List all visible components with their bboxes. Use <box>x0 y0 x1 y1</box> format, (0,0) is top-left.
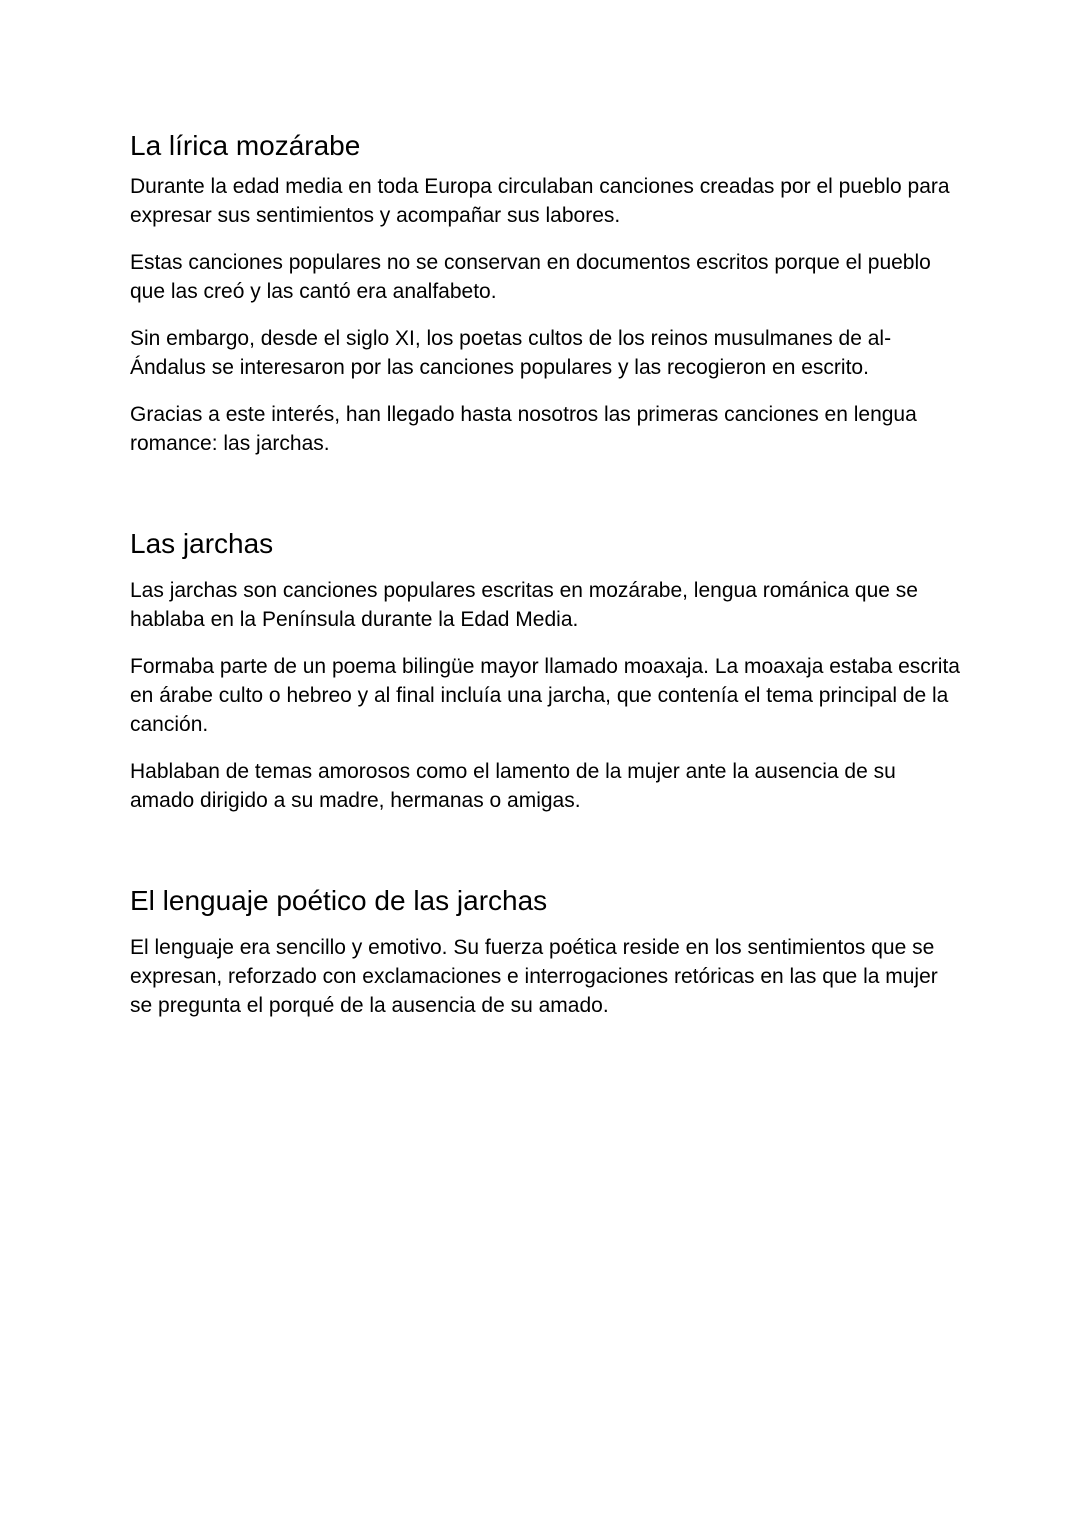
section-heading: El lenguaje poético de las jarchas <box>130 885 548 916</box>
section-heading: La lírica mozárabe <box>130 130 361 161</box>
paragraph: Gracias a este interés, han llegado hasta nosotros las primeras canciones en lengua romance: las jarchas. <box>130 403 917 455</box>
section-heading: Las jarchas <box>130 528 274 559</box>
section-lirica-mozarabe <box>130 126 960 458</box>
paragraph: Formaba parte de un poema bilingüe mayor llamado moaxaja. La moaxaja estaba escrita en árabe culto o hebreo y al final incluía una jarcha, que contenía el tema principal de la canción. <box>130 655 960 736</box>
document-page <box>130 126 960 1038</box>
paragraph: Las jarchas son canciones populares escritas en mozárabe, lengua románica que se hablaba en la Península durante la Edad Media. <box>130 579 918 631</box>
section-las-jarchas <box>130 524 960 815</box>
paragraph: El lenguaje era sencillo y emotivo. Su fuerza poética reside en los sentimientos que se expresan, reforzado con exclamaciones e interrogaciones retóricas en las que la mujer se pregunta el porqué de la ausencia de su amado. <box>130 936 938 1017</box>
paragraph: Hablaban de temas amorosos como el lamento de la mujer ante la ausencia de su amado dirigido a su madre, hermanas o amigas. <box>130 760 896 812</box>
paragraph: Durante la edad media en toda Europa circulaban canciones creadas por el pueblo para expresar sus sentimientos y acompañar sus labores. <box>130 175 950 227</box>
paragraph: Estas canciones populares no se conservan en documentos escritos porque el pueblo que las creó y las cantó era analfabeto. <box>130 251 931 303</box>
paragraph: Sin embargo, desde el siglo XI, los poetas cultos de los reinos musulmanes de al-Ándalus se interesaron por las canciones populares y las recogieron en escrito. <box>130 327 892 379</box>
section-lenguaje-poetico <box>130 881 960 1020</box>
